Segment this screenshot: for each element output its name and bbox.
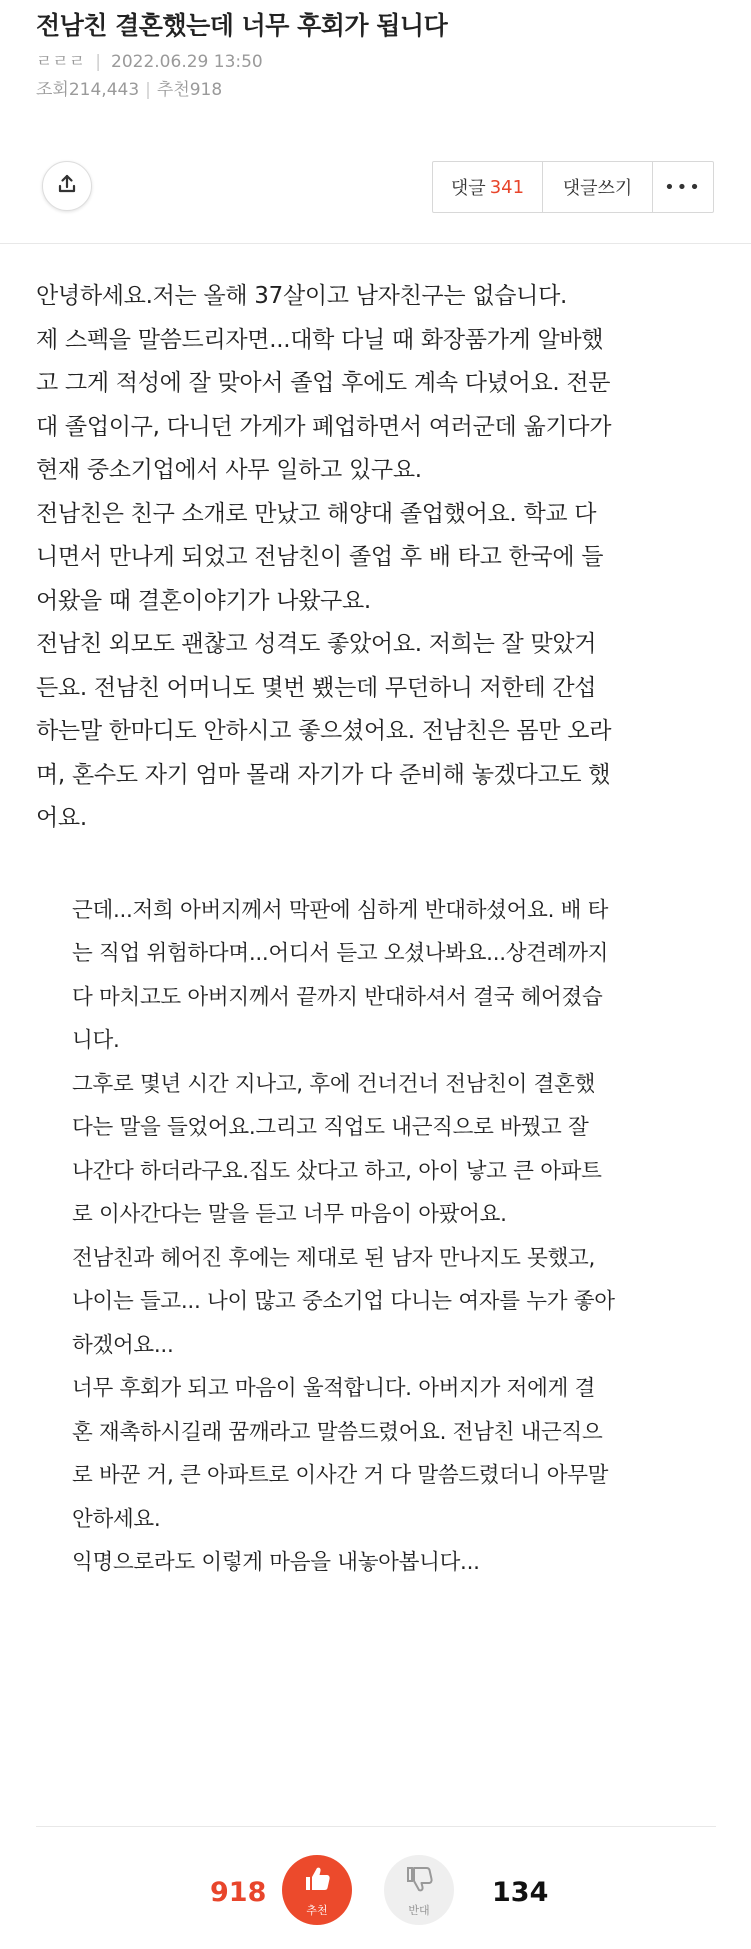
comments-button[interactable]	[433, 162, 543, 212]
body-line: 안녕하세요.저는 올해 37살이고 남자친구는 없습니다.	[36, 283, 568, 309]
upvote-count: 918	[210, 1877, 267, 1908]
body-line: 근데...저희 아버지께서 막판에 심하게 반대하셨어요. 배 타	[72, 897, 609, 923]
body-line: 혼 재촉하시길래 꿈깨라고 말씀드렸어요. 전남친 내근직으	[72, 1419, 603, 1445]
upvote-label: 추천	[306, 1904, 328, 1917]
body-line: 다 마치고도 아버지께서 끝까지 반대하셔서 결국 헤어졌습	[72, 984, 603, 1010]
share-button[interactable]	[42, 161, 92, 211]
downvote-count: 134	[492, 1877, 549, 1908]
body-line: 든요. 전남친 어머니도 몇번 뵀는데 무던하니 저한테 간섭	[36, 674, 597, 701]
vote-divider	[36, 1826, 716, 1827]
post-title: 전남친 결혼했는데 너무 후회가 됩니다	[36, 11, 448, 40]
view-count: 조회214,443	[36, 80, 140, 100]
downvote-button[interactable]	[384, 1855, 454, 1925]
body-line: 전남친과 헤어진 후에는 제대로 된 남자 만나지도 못했고,	[72, 1245, 596, 1271]
author-name[interactable]: ㄹㄹㄹ	[36, 52, 86, 72]
body-line: 전남친 외모도 괜찮고 성격도 좋았어요. 저희는 잘 맞았거	[36, 631, 597, 657]
body-line: 전남친은 친구 소개로 만났고 해양대 졸업했어요. 학교 다	[36, 500, 597, 527]
body-line: 어요.	[36, 805, 87, 831]
body-line: 나간다 하더라구요.집도 샀다고 하고, 아이 낳고 큰 아파트	[72, 1158, 602, 1184]
write-comment-button[interactable]: 댓글쓰기	[543, 162, 653, 212]
body-line: 안하세요.	[72, 1506, 161, 1532]
post-toolbar	[36, 155, 716, 215]
body-line: 니다.	[72, 1028, 120, 1053]
body-line: 제 스펙을 말씀드리자면...대학 다닐 때 화장품가게 알바했	[36, 326, 604, 353]
comments-count: 341	[489, 176, 525, 198]
body-line: 로 바꾼 거, 큰 아파트로 이사간 거 다 말씀드렸더니 아무말	[72, 1463, 609, 1488]
vote-bar	[0, 1855, 751, 1949]
meta-separator: |	[95, 52, 102, 72]
body-line: 니면서 만나게 되었고 전남친이 졸업 후 배 타고 한국에 들	[36, 544, 604, 570]
body-line: 는 직업 위험하다며...어디서 듣고 오셨나봐요...상견례까지	[72, 941, 609, 966]
downvote-label: 반대	[408, 1904, 430, 1917]
comments-label: 댓글	[450, 178, 486, 199]
recommend-count: 추천918	[156, 80, 223, 100]
post-date: 2022.06.29 13:50	[111, 52, 263, 72]
post-body	[36, 275, 726, 1585]
toolbar-divider	[0, 243, 751, 244]
body-line: 나이는 들고... 나이 많고 중소기업 다니는 여자를 누가 좋아	[72, 1289, 615, 1314]
meta-separator: |	[145, 80, 151, 100]
body-line: 그후로 몇년 시간 지나고, 후에 건너건너 전남친이 결혼했	[72, 1071, 596, 1097]
body-line: 현재 중소기업에서 사무 일하고 있구요.	[36, 457, 422, 483]
body-paragraph-2	[36, 889, 666, 1585]
body-line: 하겠어요...	[72, 1332, 174, 1358]
thumbs-down-icon	[402, 1862, 436, 1900]
post-meta-line2	[36, 76, 716, 104]
body-line: 고 그게 적성에 잘 맞아서 졸업 후에도 계속 다녔어요. 전문	[36, 370, 611, 396]
body-line: 어왔을 때 결혼이야기가 나왔구요.	[36, 587, 371, 614]
more-options-button[interactable]: •••	[664, 176, 702, 198]
body-line: 다는 말을 들었어요.그리고 직업도 내근직으로 바꿨고 잘	[72, 1115, 589, 1140]
post-meta-line1	[36, 48, 716, 76]
body-line: 로 이사간다는 말을 듣고 너무 마음이 아팠어요.	[72, 1202, 507, 1227]
comment-button-group	[432, 161, 714, 213]
body-line: 너무 후회가 되고 마음이 울적합니다. 아버지가 저에게 결	[72, 1376, 596, 1401]
share-icon	[56, 173, 78, 199]
body-paragraph-1	[36, 275, 726, 841]
thumbs-up-icon	[300, 1862, 334, 1900]
body-line: 며, 혼수도 자기 엄마 몰래 자기가 다 준비해 놓겠다고도 했	[36, 761, 611, 788]
upvote-button[interactable]	[282, 1855, 352, 1925]
post-header	[36, 8, 716, 104]
body-line: 익명으로라도 이렇게 마음을 내놓아봅니다...	[72, 1550, 480, 1575]
body-line: 대 졸업이구, 다니던 가게가 폐업하면서 여러군데 옮기다가	[36, 413, 612, 440]
body-line: 하는말 한마디도 안하시고 좋으셨어요. 전남친은 몸만 오라	[36, 718, 612, 744]
